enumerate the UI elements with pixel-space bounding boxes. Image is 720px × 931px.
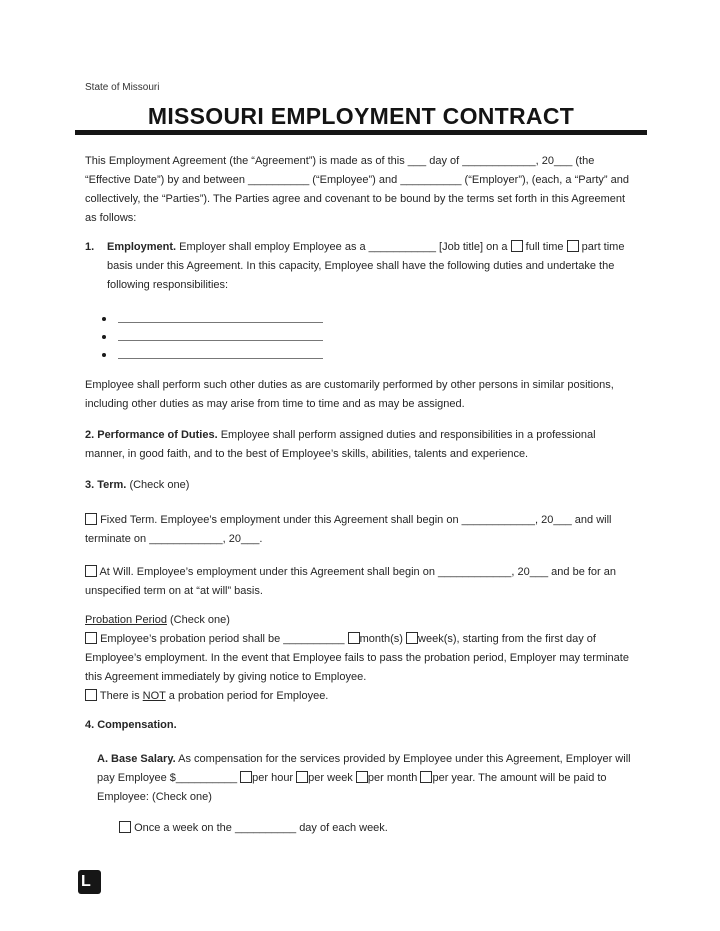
no-probation-text-post: a probation period for Employee. [168, 690, 329, 702]
full-time-label: full time [525, 241, 564, 253]
base-salary-paragraph [97, 750, 637, 807]
once-a-week-checkbox[interactable] [119, 821, 131, 833]
probation-heading [85, 611, 637, 630]
probation-text-a: Employee’s probation period shall be __________ [100, 633, 345, 645]
fixed-term-option [85, 511, 637, 549]
section-1-text-b: part time basis under this Agreement. In this capacity, Employee shall have the following duties and undertake the following responsibilities: [107, 241, 625, 291]
per-hour-label: per hour [252, 772, 294, 784]
at-will-label: At Will. [99, 566, 134, 578]
duty-blank-field[interactable] [118, 340, 323, 341]
list-item [102, 309, 637, 327]
logo-letter: L [81, 873, 91, 890]
per-week-label: per week [308, 772, 353, 784]
intro-paragraph: This Employment Agreement (the “Agreement”) is made as of this ___ day of ____________, 20___ (the “Effective Date”) by and between __________ (“Employee”) and __________ (“Employer”), (each, a “Party” and collectively, the “Parties”). The Parties agree and covenant to be bound by the terms set forth in this Agreement as follows: [85, 155, 629, 224]
list-item [102, 327, 637, 345]
section-1-employment [85, 238, 637, 295]
section-1-number: 1. [85, 241, 95, 253]
per-month-checkbox[interactable] [356, 771, 368, 783]
at-will-checkbox[interactable] [85, 565, 97, 577]
part-time-checkbox[interactable] [567, 240, 579, 252]
bullet-icon [102, 353, 106, 357]
per-year-checkbox[interactable] [420, 771, 432, 783]
months-checkbox[interactable] [348, 632, 360, 644]
fixed-term-text: Employee’s employment under this Agreement shall begin on ____________, 20___ and will terminate on ____________, 20___. [85, 514, 612, 545]
section-4-heading: 4. Compensation. [85, 719, 177, 731]
state-label: State of Missouri [85, 82, 160, 93]
per-hour-checkbox[interactable] [240, 771, 252, 783]
other-duties-paragraph: Employee shall perform such other duties as are customarily performed by other persons in similar positions, including other duties as may arise from time to time and as may be assigned. [85, 379, 614, 410]
at-will-text: Employee’s employment under this Agreement shall begin on ____________, 20___ and be for an unspecified term on at “at will” basis. [85, 566, 616, 597]
no-probation-checkbox[interactable] [85, 689, 97, 701]
fixed-term-checkbox[interactable] [85, 513, 97, 525]
weeks-checkbox[interactable] [406, 632, 418, 644]
document-title: MISSOURI EMPLOYMENT CONTRACT [147, 103, 575, 129]
section-3-check-note: (Check one) [129, 479, 190, 491]
bullet-icon [102, 317, 106, 321]
probation-heading-label: Probation Period [85, 614, 167, 626]
once-a-week-option [119, 819, 637, 838]
duties-list [102, 309, 637, 363]
weeks-label: week(s), starting from the first day of Employee’s employment. In the event that Employee fails to pass the probation period, Employer may terminate this Agreement immediately by giving notice to Employee. [85, 633, 629, 683]
probation-check-note: (Check one) [170, 614, 230, 626]
duty-blank-field[interactable] [118, 358, 323, 359]
per-week-checkbox[interactable] [296, 771, 308, 783]
legal-templates-logo [78, 870, 101, 894]
section-3-term [85, 476, 637, 495]
section-2-heading: 2. Performance of Duties. [85, 429, 218, 441]
base-salary-label: A. Base Salary. [97, 753, 176, 765]
section-1-text-a: Employer shall employ Employee as a ___________ [Job title] on a [179, 241, 508, 253]
per-month-label: per month [367, 772, 418, 784]
bullet-icon [102, 335, 106, 339]
at-will-option [85, 563, 637, 601]
per-year-label: per year. The amount will be paid to Employee: (Check one) [97, 772, 607, 803]
list-item [102, 345, 637, 363]
months-label: month(s) [359, 633, 403, 645]
duty-blank-field[interactable] [118, 322, 323, 323]
probation-period-checkbox[interactable] [85, 632, 97, 644]
no-probation-text-pre: There is [99, 690, 140, 702]
base-salary-text: As compensation for the services provided by Employee under this Agreement, Employer will pay Employee $__________ [97, 753, 631, 784]
title-rule [75, 130, 647, 135]
section-2-performance [85, 426, 637, 464]
probation-option-2 [85, 687, 637, 706]
no-probation-not: NOT [142, 690, 166, 702]
probation-option-1 [85, 630, 637, 687]
section-1-heading: Employment. [107, 241, 177, 253]
section-3-heading: 3. Term. [85, 479, 127, 491]
fixed-term-label: Fixed Term. [100, 514, 158, 526]
full-time-checkbox[interactable] [511, 240, 523, 252]
section-2-text: Employee shall perform assigned duties and responsibilities in a professional manner, in good faith, and to the best of Employee’s skills, abilities, talents and experience. [85, 429, 596, 460]
once-a-week-text: Once a week on the __________ day of each week. [134, 822, 388, 834]
